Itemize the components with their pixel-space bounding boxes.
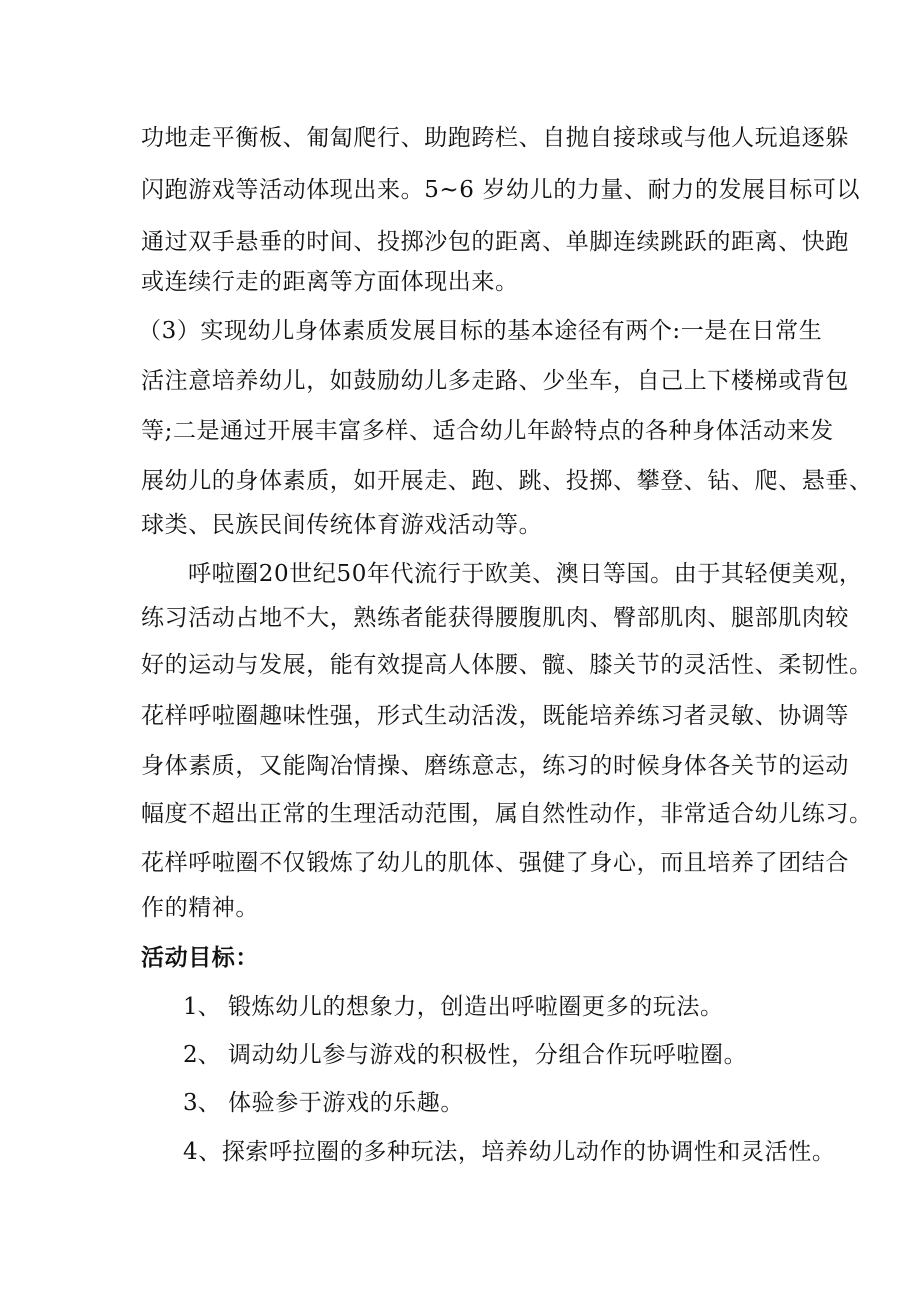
list-item-text: 调动幼儿参与游戏的积极性，分组合作玩呼啦圈。 (228, 1042, 748, 1068)
paragraph-line: 作的精神。 (141, 895, 259, 921)
paragraph-line: 闪跑游戏等活动体现出来。5~6 岁幼儿的力量、耐力的发展目标可以 (141, 177, 861, 203)
paragraph-line: 花样呼啦圈不仅锻炼了幼儿的肌体、强健了身心，而且培养了团结合 (141, 850, 849, 876)
paragraph-line: 身体素质，又能陶冶情操、磨练意志，练习的时候身体各关节的运动 (141, 753, 849, 779)
paragraph-line: 呼啦圈20世纪50年代流行于欧美、澳日等国。由于其轻便美观， (188, 561, 863, 587)
paragraph-line: （3）实现幼儿身体素质发展目标的基本途径有两个:一是在日常生 (138, 318, 823, 344)
paragraph-line: 幅度不超出正常的生理活动范围，属自然性动作，非常适合幼儿练习。 (141, 801, 873, 827)
list-item-number: 3、 (183, 1090, 221, 1116)
paragraph-line: 展幼儿的身体素质，如开展走、跑、跳、投掷、攀登、钻、爬、悬垂、 (141, 468, 873, 494)
list-item: 4、探索呼拉圈的多种玩法，培养幼儿动作的协调性和灵活性。 (183, 1139, 836, 1165)
paragraph-line: 活注意培养幼儿，如鼓励幼儿多走路、少坐车，自己上下楼梯或背包 (141, 368, 849, 394)
list-item-number: 1、 (183, 994, 221, 1020)
paragraph-line: 通过双手悬垂的时间、投掷沙包的距离、单脚连续跳跃的距离、快跑 (141, 229, 849, 255)
list-item-number: 2、 (183, 1042, 221, 1068)
list-item-text: 锻炼幼儿的想象力，创造出呼啦圈更多的玩法。 (228, 994, 724, 1020)
paragraph-line: 球类、民族民间传统体育游戏活动等。 (141, 512, 543, 538)
paragraph-line: 好的运动与发展，能有效提高人体腰、髋、膝关节的灵活性、柔韧性。 (141, 652, 873, 678)
goals-heading: 活动目标： (141, 944, 259, 971)
paragraph-line: 练习活动占地不大，熟练者能获得腰腹肌肉、臀部肌肉、腿部肌肉较 (141, 605, 849, 631)
paragraph-line: 或连续行走的距离等方面体现出来。 (141, 269, 519, 295)
paragraph-line: 花样呼啦圈趣味性强，形式生动活泼，既能培养练习者灵敏、协调等 (141, 703, 849, 729)
paragraph-line: 等;二是通过开展丰富多样、适合幼儿年龄特点的各种身体活动来发 (141, 418, 834, 444)
paragraph-line: 功地走平衡板、匍匐爬行、助跑跨栏、自抛自接球或与他人玩追逐躲 (141, 125, 849, 151)
list-item-text: 体验参于游戏的乐趣。 (228, 1090, 464, 1116)
